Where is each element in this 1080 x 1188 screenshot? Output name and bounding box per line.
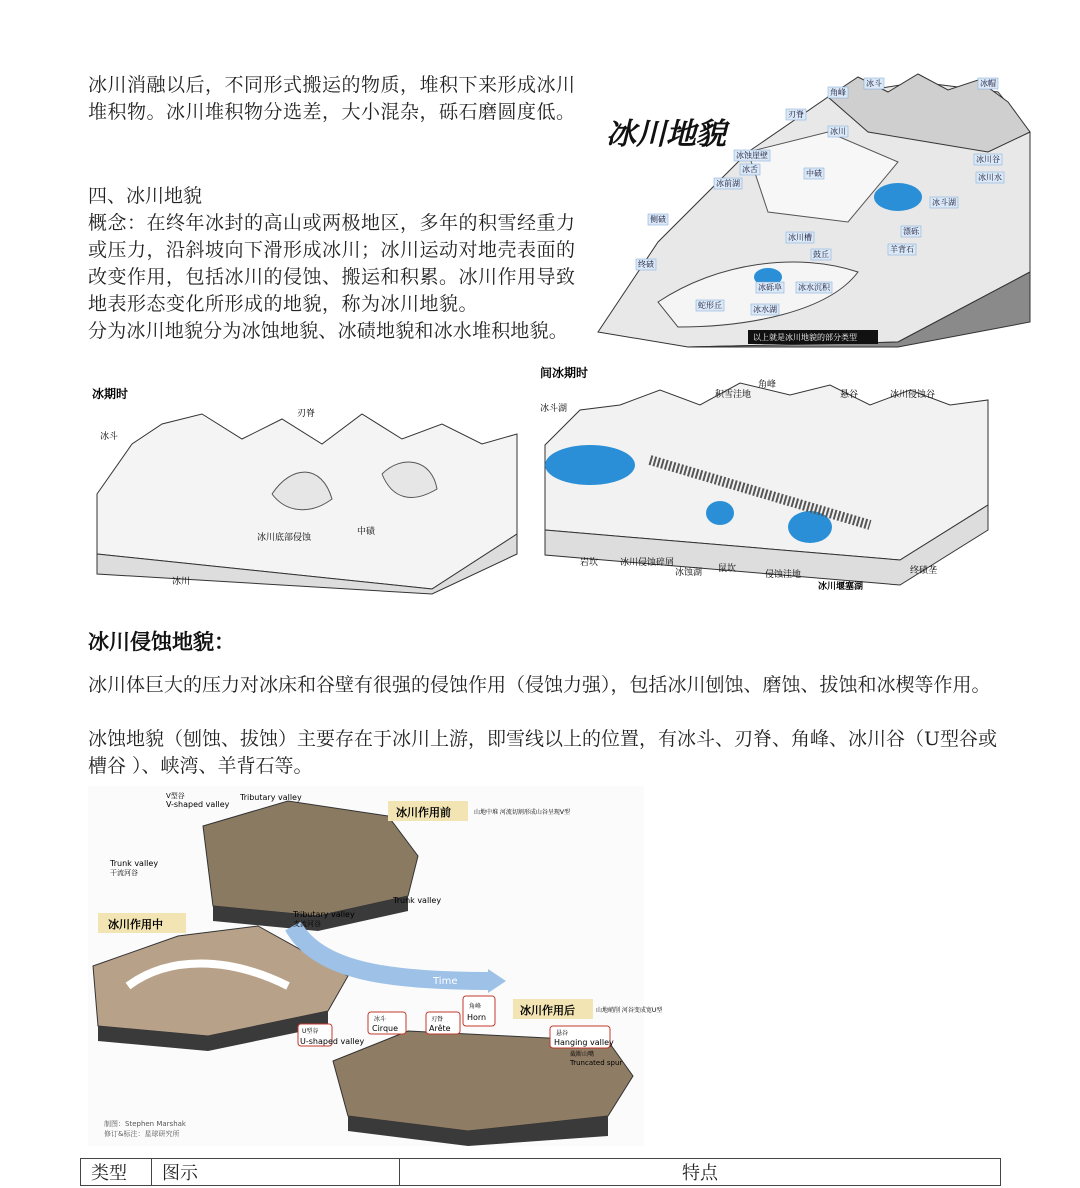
diagram-label: 冰川谷 bbox=[976, 155, 1000, 164]
diagram-label: 冰蚀崖壁 bbox=[736, 151, 768, 160]
interglacial-label-snow-hollow: 积雪洼地 bbox=[715, 390, 752, 400]
erosion-paragraph-2: 冰蚀地貌（刨蚀、拔蚀）主要存在于冰川上游，即雪线以上的位置，有冰斗、刃脊、角峰、冰川谷（U型谷或槽谷 ）、峡湾、羊背石等。 bbox=[88, 728, 998, 777]
before-note: 山地中堆 河流切割形成山谷呈现V型 bbox=[474, 809, 571, 816]
erosion-paragraph-1: 冰川体巨大的压力对冰床和谷壁有很强的侵蚀作用（侵蚀力强），包括冰川刨蚀、磨蚀、拔蚀和冰楔等作用。 bbox=[88, 674, 991, 696]
header-type: 类型 bbox=[81, 1159, 152, 1186]
header-features: 特点 bbox=[400, 1159, 1001, 1186]
diagram-label: 冰砾阜 bbox=[758, 283, 782, 292]
interglacial-label-erosion-lake: 冰蚀湖 bbox=[675, 568, 703, 578]
diagram-label: 冰川 bbox=[830, 127, 846, 136]
diagram-label: 蛇形丘 bbox=[698, 301, 722, 310]
before-label: 冰川作用前 bbox=[396, 806, 451, 819]
label-v-shaped-en: V-shaped valley bbox=[166, 800, 230, 809]
glacial-period-title: 冰期时 bbox=[92, 387, 129, 401]
section-title: 四、冰川地貌 bbox=[88, 185, 203, 207]
time-arrow-label: Time bbox=[433, 976, 458, 987]
cirque-cn: 冰斗 bbox=[374, 1016, 387, 1023]
interglacial-label-debris: 冰川侵蚀碎屑 bbox=[620, 558, 675, 568]
during-label: 冰川作用中 bbox=[108, 918, 163, 931]
glacial-landforms-diagram bbox=[598, 72, 1030, 347]
diagram-label: 羊背石 bbox=[890, 245, 914, 254]
valley-evolution-figure bbox=[88, 786, 663, 1146]
diagram-footer: 以上就是冰川地貌的部分类型 bbox=[753, 333, 857, 342]
interglacial-label-end-moraine: 终碛垄 bbox=[910, 566, 938, 576]
spur-en: Truncated spur bbox=[570, 1059, 623, 1067]
label-tributary-en-2: Tributary valley bbox=[293, 910, 355, 919]
label-trunk-en: Trunk valley bbox=[110, 859, 159, 868]
glacial-label-medial-moraine: 中碛 bbox=[357, 527, 376, 537]
interglacial-label-dammed-lake: 冰川堰塞湖 bbox=[818, 582, 864, 592]
spur-cn: 截断山嘴 bbox=[570, 1051, 595, 1058]
horn-cn: 角峰 bbox=[469, 1003, 482, 1010]
glacial-period-diagram bbox=[92, 384, 524, 594]
table-header-row bbox=[81, 1159, 1001, 1186]
diagram-label: 冰川槽 bbox=[788, 233, 812, 242]
interglacial-label-erosion-hollow: 侵蚀洼地 bbox=[765, 570, 802, 580]
hanging-cn: 悬谷 bbox=[556, 1030, 569, 1037]
diagram-label: 冰帽 bbox=[980, 79, 996, 88]
u-cn: U型谷 bbox=[302, 1028, 319, 1035]
diagram-label: 冰舌 bbox=[742, 165, 758, 174]
interglacial-period-diagram bbox=[540, 365, 992, 595]
label-trunk-cn: 干流河谷 bbox=[110, 869, 138, 877]
interglacial-label-hanging-valley: 悬谷 bbox=[840, 390, 859, 400]
credit-2: 修订&标注：星球研究所 bbox=[104, 1130, 180, 1138]
diagram-label: 鼓丘 bbox=[813, 250, 829, 259]
header-illustration: 图示 bbox=[152, 1159, 400, 1186]
glacial-label-bed-erosion: 冰川底部侵蚀 bbox=[257, 533, 312, 543]
interglacial-title: 间冰期时 bbox=[540, 366, 589, 380]
diagram-label: 刃脊 bbox=[788, 110, 804, 119]
interglacial-label-rat-step: 鼠坎 bbox=[718, 564, 737, 574]
diagram-label: 冰水湖 bbox=[753, 305, 777, 314]
landform-table bbox=[80, 1158, 1001, 1186]
diagram-label: 冰前湖 bbox=[716, 179, 740, 188]
interglacial-label-rock-step: 岩坎 bbox=[580, 558, 599, 568]
label-tributary-cn-2: 支流河谷 bbox=[293, 920, 321, 928]
diagram-label: 冰水沉积 bbox=[798, 283, 830, 292]
diagram-title: 冰川地貌 bbox=[606, 117, 726, 152]
diagram-label: 角峰 bbox=[830, 88, 846, 97]
label-tributary-en: Tributary valley bbox=[240, 793, 302, 802]
arete-en: Arête bbox=[429, 1024, 451, 1033]
cirque-en: Cirque bbox=[372, 1024, 399, 1033]
after-label: 冰川作用后 bbox=[520, 1004, 575, 1017]
arete-cn: 刃脊 bbox=[431, 1016, 444, 1023]
classification-paragraph: 分为冰川地貌分为冰蚀地貌、冰碛地貌和冰水堆积地貌。 bbox=[88, 320, 569, 342]
diagram-label: 漂砾 bbox=[903, 227, 919, 236]
glacial-label-arete: 刃脊 bbox=[297, 409, 316, 419]
interglacial-label-erosion-valley: 冰川侵蚀谷 bbox=[890, 390, 936, 400]
glacial-label-cirque: 冰斗 bbox=[100, 432, 119, 442]
label-v-shaped-cn: V型谷 bbox=[166, 792, 185, 800]
u-en: U-shaped valley bbox=[300, 1037, 365, 1046]
erosion-heading: 冰川侵蚀地貌： bbox=[88, 630, 235, 654]
diagram-label: 终碛 bbox=[638, 260, 654, 269]
hanging-en: Hanging valley bbox=[554, 1038, 614, 1047]
credit-1: 制图：Stephen Marshak bbox=[104, 1120, 186, 1128]
after-note: 山地峭削 河谷变成宽U型 bbox=[596, 1007, 663, 1014]
diagram-label: 冰川水 bbox=[978, 173, 1002, 182]
diagram-label: 中碛 bbox=[806, 169, 822, 178]
diagram-label: 冰斗 bbox=[866, 79, 882, 88]
glacial-label-glacier: 冰川 bbox=[172, 577, 191, 587]
diagram-label: 侧碛 bbox=[650, 215, 666, 224]
intro-paragraph: 冰川消融以后，不同形式搬运的物质，堆积下来形成冰川堆积物。冰川堆积物分选差，大小混杂，砾石磨圆度低。 bbox=[88, 74, 576, 123]
interglacial-label-cirque-lake: 冰斗湖 bbox=[540, 404, 568, 414]
label-trunk-en-2: Trunk valley bbox=[393, 896, 442, 905]
diagram-label: 冰斗湖 bbox=[932, 198, 956, 207]
interglacial-label-horn: 角峰 bbox=[758, 380, 777, 390]
concept-paragraph: 概念：在终年冰封的高山或两极地区，多年的积雪经重力或压力，沿斜坡向下滑形成冰川；冰川运动对地壳表面的改变作用，包括冰川的侵蚀、搬运和积累。冰川作用导致地表形态变化所形成的地貌，称为冰川地貌。 bbox=[88, 212, 576, 315]
horn-en: Horn bbox=[467, 1013, 487, 1022]
